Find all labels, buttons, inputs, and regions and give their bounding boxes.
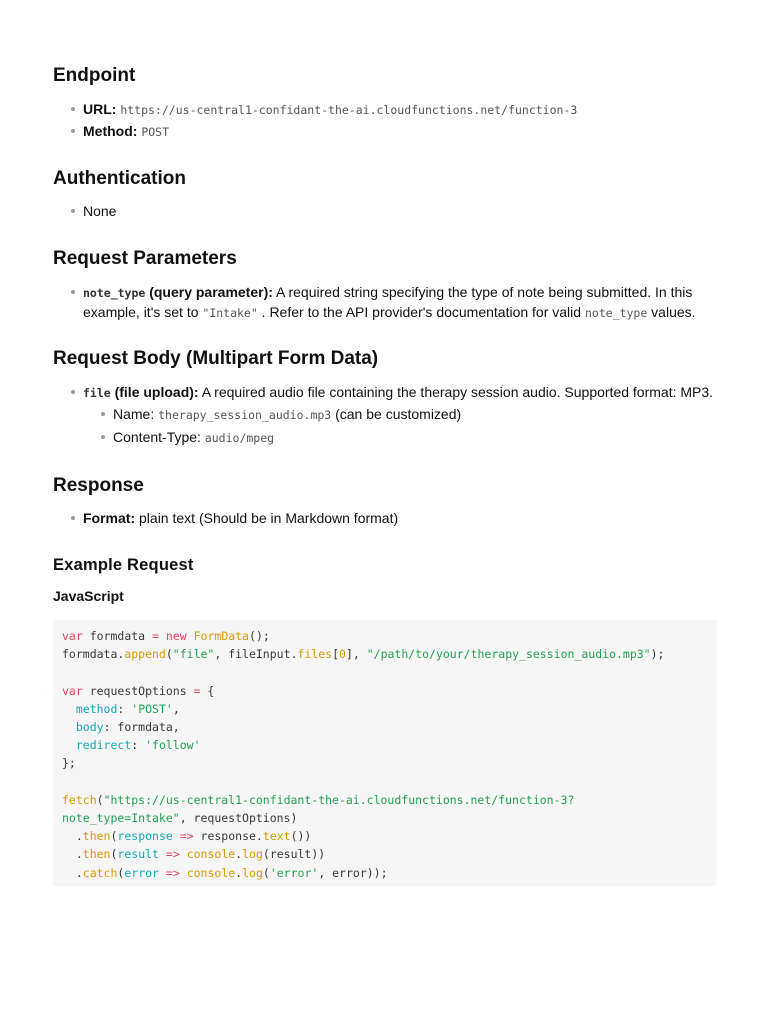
code-token: ( — [110, 829, 118, 844]
code-token: ( — [96, 792, 104, 807]
code-line — [62, 682, 717, 700]
code-token: 0 — [339, 647, 346, 662]
code-token: (result)) — [262, 847, 326, 862]
code-token: 'error' — [269, 865, 319, 880]
code-line — [62, 845, 717, 863]
bullet — [71, 107, 75, 111]
code-token: catch — [82, 865, 118, 880]
code-token — [173, 829, 180, 843]
code-token — [180, 866, 187, 880]
code-token: result — [117, 847, 159, 862]
file-name-item — [113, 404, 461, 425]
url-label: URL: — [83, 101, 117, 117]
bullet — [101, 412, 105, 416]
param-desc-code-intake: "Intake" — [202, 306, 258, 320]
code-token: then — [82, 847, 111, 862]
field-name: file — [83, 386, 111, 400]
bullet — [71, 290, 75, 294]
code-token: , — [172, 701, 180, 716]
code-token: : — [117, 701, 132, 716]
code-token: console — [186, 847, 236, 862]
authentication-item — [83, 201, 116, 221]
bullet — [71, 209, 75, 213]
code-token: 'follow' — [145, 738, 201, 753]
code-token: formdata — [82, 629, 153, 643]
url-item — [83, 99, 577, 120]
code-token — [62, 720, 76, 734]
code-token: [ — [332, 647, 339, 662]
code-token: append — [124, 647, 166, 662]
endpoint-heading: Endpoint — [53, 65, 136, 86]
code-block[interactable] — [53, 620, 717, 886]
code-token — [159, 629, 166, 643]
authentication-value: None — [83, 203, 117, 219]
code-line — [62, 700, 717, 718]
code-token: => — [165, 847, 180, 862]
response-heading: Response — [53, 475, 144, 496]
code-line — [62, 645, 717, 663]
code-token: , requestOptions) — [179, 811, 298, 825]
code-token: var — [62, 683, 83, 698]
code-token: log — [242, 865, 263, 880]
note-type-item — [83, 282, 692, 303]
bullet — [71, 390, 75, 394]
example-request-heading: Example Request — [53, 556, 194, 574]
format-item — [83, 508, 398, 528]
code-token: => — [165, 865, 180, 880]
code-token: requestOptions — [82, 683, 194, 698]
name-label: Name: — [113, 406, 155, 422]
param-desc-line-2a: example, it's set to — [83, 304, 199, 320]
note-type-item-continued — [83, 302, 696, 323]
code-token: response — [117, 829, 173, 844]
code-token — [159, 866, 166, 880]
code-token — [62, 702, 76, 716]
name-note: (can be customized) — [335, 406, 462, 422]
bullet — [101, 435, 105, 439]
code-token — [62, 738, 76, 752]
code-token: = — [193, 683, 201, 698]
request-body-heading: Request Body (Multipart Form Data) — [53, 348, 379, 369]
code-token: text — [262, 829, 291, 844]
content-type-item — [113, 427, 274, 448]
code-token: formdata. — [62, 647, 125, 662]
code-line — [62, 773, 717, 791]
code-line — [62, 827, 717, 845]
param-name: note_type — [83, 286, 146, 300]
code-token: : — [131, 738, 146, 753]
code-token: 'POST' — [131, 701, 173, 716]
code-line — [62, 791, 717, 809]
code-token: var — [62, 629, 83, 643]
authentication-heading: Authentication — [53, 168, 186, 189]
code-token — [187, 629, 194, 643]
request-parameters-heading: Request Parameters — [53, 248, 237, 269]
code-token: . — [62, 865, 83, 880]
code-token: ()) — [290, 829, 312, 844]
bullet — [71, 516, 75, 520]
code-token: => — [179, 829, 194, 844]
code-language-label: JavaScript — [53, 588, 124, 604]
code-token: ); — [650, 647, 665, 662]
code-token: }; — [62, 756, 76, 771]
code-line — [62, 864, 717, 882]
code-token: redirect — [75, 738, 132, 753]
code-token: . — [235, 847, 243, 862]
file-item — [83, 382, 713, 403]
code-line — [62, 754, 717, 772]
code-token: files — [297, 647, 333, 662]
code-token: new — [165, 629, 187, 643]
method-value: POST — [141, 125, 170, 139]
code-token: . — [62, 829, 83, 844]
code-token: note_type=Intake" — [62, 811, 180, 825]
code-token: , fileInput. — [214, 647, 298, 662]
param-kind: (query parameter): — [149, 284, 273, 300]
code-token: : formdata, — [103, 720, 180, 734]
format-label: Format: — [83, 510, 136, 526]
code-token: fetch — [62, 792, 97, 807]
name-value: therapy_session_audio.mp3 — [158, 408, 332, 422]
code-token: = — [152, 629, 159, 643]
method-item — [83, 121, 169, 142]
code-token — [159, 847, 166, 861]
code-token: . — [235, 865, 243, 880]
code-token: (); — [249, 629, 270, 643]
code-token: ( — [165, 647, 173, 662]
code-token: . — [62, 847, 83, 862]
code-token: "/path/to/your/therapy_session_audio.mp3" — [366, 647, 651, 662]
code-token: { — [200, 683, 215, 698]
code-token: method — [75, 701, 118, 716]
code-line — [62, 809, 717, 827]
code-token: error — [124, 865, 159, 880]
param-desc-line-2c: values. — [651, 304, 696, 320]
content-type-label: Content-Type: — [113, 429, 201, 445]
format-value: plain text (Should be in Markdown format) — [139, 510, 399, 526]
code-token: ], — [345, 647, 367, 662]
code-token: log — [242, 847, 263, 862]
field-desc: A required audio file containing the therapy session audio. Supported format: MP3. — [201, 384, 714, 400]
code-line — [62, 718, 717, 736]
code-token: ( — [110, 847, 118, 862]
code-line — [62, 663, 717, 681]
code-token: then — [82, 829, 111, 844]
code-token: "https://us-central1-confidant-the-ai.cloudfunctions.net/function-3? — [103, 792, 575, 807]
param-desc-line-2b: . Refer to the API provider's documentation for valid — [261, 304, 582, 320]
method-label: Method: — [83, 123, 138, 139]
code-token: FormData — [193, 629, 250, 643]
code-token: body — [75, 720, 104, 734]
bullet — [71, 129, 75, 133]
param-desc-line-1: A required string specifying the type of note being submitted. In this — [276, 284, 693, 300]
code-token: console — [186, 865, 236, 880]
code-content — [53, 620, 717, 882]
code-token — [180, 847, 187, 861]
code-token: response. — [193, 829, 263, 844]
code-token: , error)); — [318, 865, 388, 880]
field-kind: (file upload): — [114, 384, 199, 400]
code-token: "file" — [172, 647, 215, 662]
code-token: ( — [117, 865, 125, 880]
code-line — [62, 736, 717, 754]
code-token: ( — [262, 865, 270, 880]
url-value: https://us-central1-confidant-the-ai.cloudfunctions.net/function-3 — [120, 103, 578, 117]
content-type-value: audio/mpeg — [204, 431, 275, 445]
param-desc-code-note-type: note_type — [584, 306, 648, 320]
code-line — [62, 627, 717, 645]
